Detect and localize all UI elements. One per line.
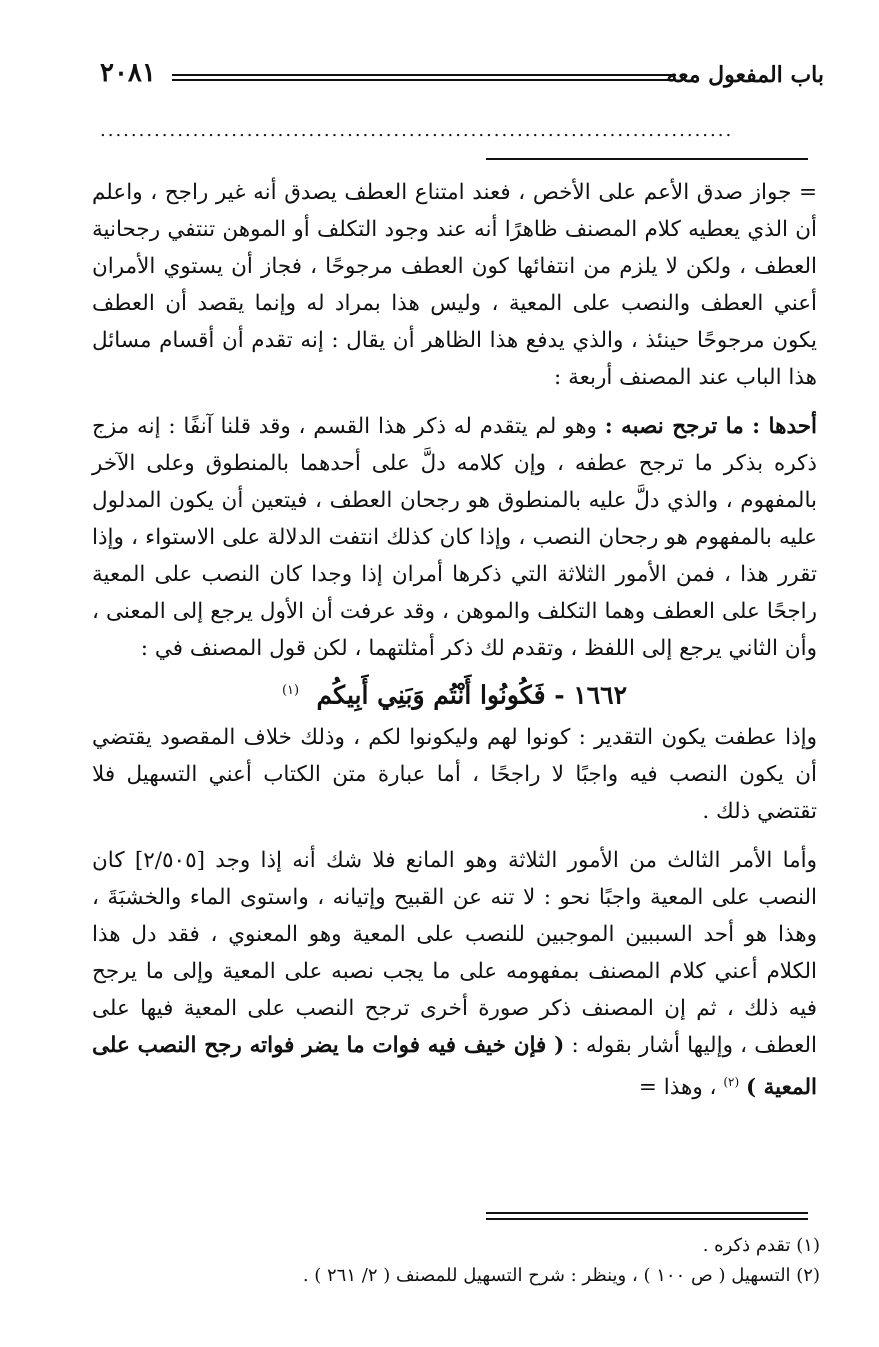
paragraph-4-quote: ( فإن خيف فيه فوات ما يضر فواته رجح النصب على المعية ) bbox=[92, 1033, 817, 1101]
footnote-2: (٢) التسهيل ( ص ١٠٠ ) ، وينظر : شرح التسهيل للمصنف ( ٢/ ٢٦١ ) . bbox=[302, 1265, 820, 1286]
main-text bbox=[92, 174, 817, 1106]
verse-text: ١٦٦٢ - فَكُونُوا أَنْتُم وَبَنِي أَبِيكُم bbox=[316, 680, 628, 710]
footnote-1: (١) تقدم ذكره . bbox=[702, 1235, 820, 1256]
paragraph-4 bbox=[92, 842, 817, 1106]
verse-footnote-ref: (١) bbox=[281, 683, 300, 698]
paragraph-1: = جواز صدق الأعم على الأخص ، فعند امتناع العطف يصدق أنه غير راجح ، واعلم أن الذي يعطيه كلام المصنف ظاهرًا أنه عند وجود التكلف أو الموهن تنتفي رجحانية العطف ، ولكن لا يلزم من انتفائها كون العطف مرجوحًا ، فجاز أن يستوي الأمران أعني العطف والنصب على المعية ، وليس هذا بمراد له وإنما يقصد أن العطف يكون مرجوحًا حينئذ ، والذي يدفع هذا الظاهر أن يقال : إنه تقدم أن أقسام مسائل هذا الباب عند المصنف أربعة : bbox=[92, 180, 817, 390]
paragraph-4-footnote-ref: (٢) bbox=[723, 1075, 740, 1090]
ellipsis-line: .................................................................................. bbox=[100, 120, 734, 140]
paragraph-2-text: وهو لم يتقدم له ذكر هذا القسم ، وقد قلنا آنفًا : إنه مزج ذكره بذكر ما ترجح عطفه ، وإن كلامه دلَّ على أحدهما بالمنطوق وعلى الآخر بالمفهوم ، والذي دلَّ عليه بالمنطوق هو رجحان العطف ، فيتعين أن يكون المدلول عليه بالمفهوم هو رجحان النصب ، وإذا كان كذلك انتفت الدلالة على الاستواء ، وإذا تقرر هذا ، فمن الأمور الثلاثة التي ذكرها أمران إذا وجدا كان النصب على المعية راجحًا على العطف وهما التكلف والموهن ، وقد عرفت أن الأول يرجع إلى المعنى ، وأن الثاني يرجع إلى اللفظ ، وتقدم لك ذكر أمثلتهما ، لكن قول المصنف في : bbox=[92, 414, 817, 661]
paragraph-4-end: ، وهذا = bbox=[638, 1075, 724, 1101]
paragraph-2 bbox=[92, 408, 817, 667]
paragraph-2-lead: أحدها : ما ترجح نصبه : bbox=[604, 414, 817, 439]
paragraph-4-text: وأما الأمر الثالث من الأمور الثلاثة وهو المانع فلا شك أنه إذا وجد [٢/٥٠٥] كان النصب على المعية واجبًا نحو : لا تنه عن القبيح وإتيانه ، واستوى الماء والخشبَةَ ، وهذا هو أحد السببين الموجبين للنصب على المعية وهو المعنوي ، فقد دل هذا الكلام أعني كلام المصنف بمفهومه على ما يجب نصبه على المعية وإلى ما يرجح فيه ذلك ، ثم إن المصنف ذكر صورة أخرى ترجح النصب على المعية فيها على العطف ، وإليها أشار بقوله : bbox=[92, 848, 817, 1059]
page-number: ٢٠٨١ bbox=[100, 58, 156, 88]
paragraph-3: وإذا عطفت يكون التقدير : كونوا لهم وليكونوا لكم ، وذلك خلاف المقصود يقتضي أن يكون النصب فيه واجبًا لا راجحًا ، أما عبارة متن الكتاب أعني التسهيل فلا تقتضي ذلك . bbox=[92, 725, 817, 825]
footnote-rule bbox=[486, 1212, 808, 1220]
separator-rule bbox=[486, 158, 808, 160]
running-header bbox=[100, 58, 824, 98]
header-rule bbox=[172, 74, 676, 81]
chapter-title: باب المفعول معه bbox=[666, 62, 824, 88]
poetry-verse bbox=[92, 667, 817, 719]
